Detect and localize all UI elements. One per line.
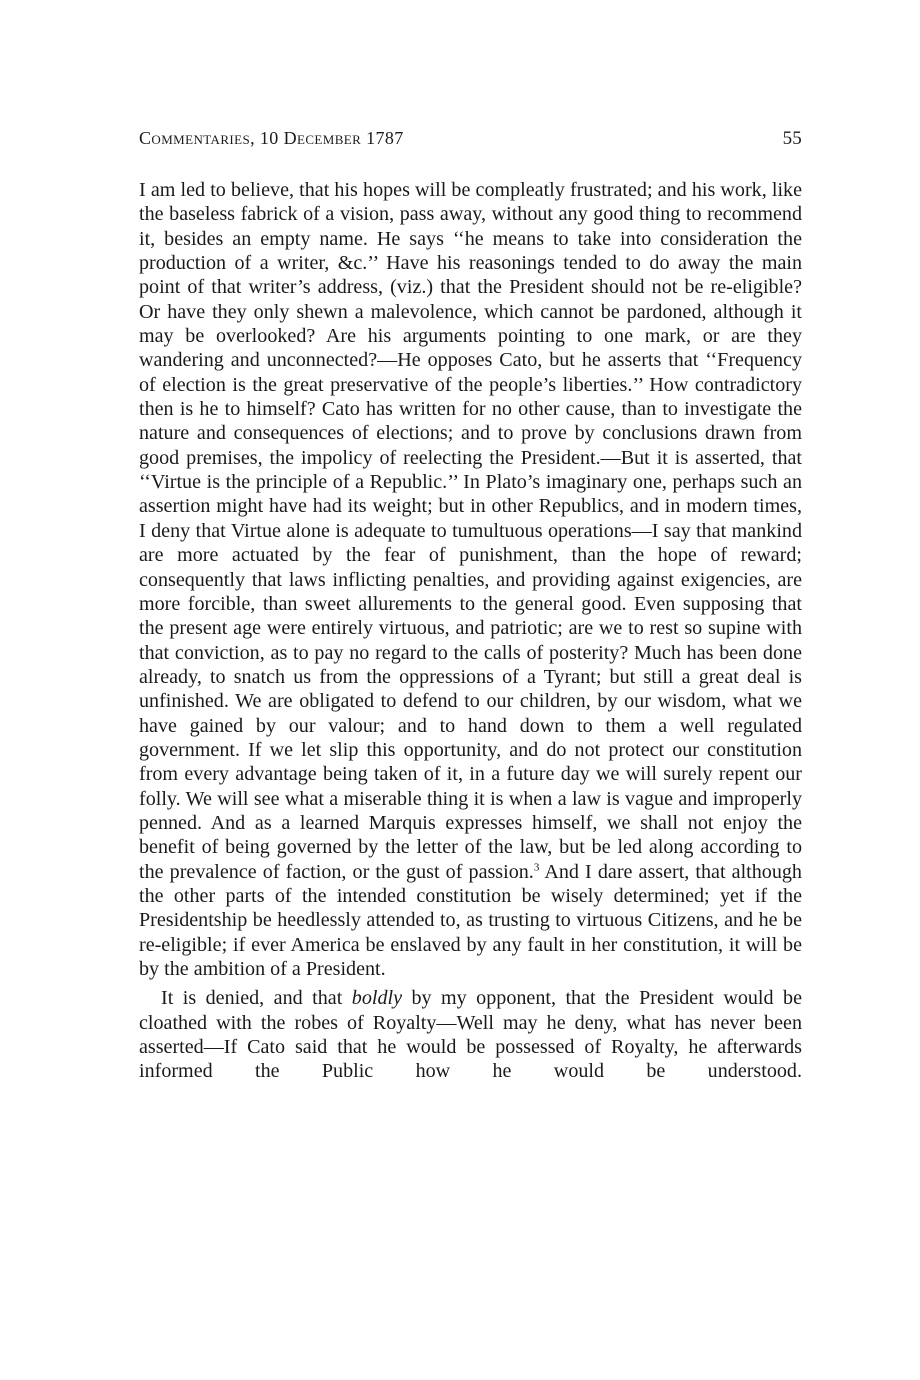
- paragraph-2-emphasis: boldly: [351, 987, 402, 1010]
- paragraph-2-text-a: It is denied, and that: [161, 987, 352, 1010]
- paragraph-2-text-b: by my opponent, that the President would be cloathed with the robes of Royalty—Well may he deny, what has never been asserted—If Cato said that he would be possessed of Royalty, he afterwards informed the Public how he would be understood.: [139, 987, 802, 1083]
- running-title: Commentaries, 10 December 1787: [139, 128, 404, 148]
- footnote-reference[interactable]: 3: [533, 860, 540, 873]
- page-number: 55: [782, 128, 802, 149]
- document-page: [139, 128, 802, 1084]
- running-header: [139, 128, 802, 158]
- paragraph-1: [139, 178, 802, 981]
- paragraph-2: [139, 986, 802, 1083]
- paragraph-1-text-b: And I dare assert, that although the other parts of the intended constitution be wisely determined; yet if the Presidentship be heedlessly attended to, as trusting to virtuous Citizens, and he be re-eligible; if ever America be enslaved by any fault in her constitution, it will be by the ambition of a President.: [139, 860, 802, 980]
- paragraph-1-text-a: I am led to believe, that his hopes will be compleatly frustrated; and his work, like the baseless fabrick of a vision, pass away, without any good thing to recommend it, besides an empty name. He says ‘‘he means to take into consideration the production of a writer, &c.’’ Have his reasonings tended to do away the main point of that writer’s address, (viz.) that the President should not be re-eligible? Or have they only shewn a malevolence, which cannot be pardoned, although it may be overlooked? Are his arguments pointing to one mark, or are they wandering and unconnected?—He opposes Cato, but he asserts that ‘‘Frequency of election is the great preservative of the people’s liberties.’’ How contradictory then is he to himself? Cato has written for no other cause, than to investigate the nature and consequences of elections; and to prove by conclusions drawn from good premises, the impolicy of reelecting the President.—But it is asserted, that ‘‘Virtue is the principle of a Republic.’’ In Plato’s imaginary one, perhaps such an assertion might have had its weight; but in other Republics, and in modern times, I deny that Virtue alone is adequate to tumultuous operations—I say that mankind are more actuated by the fear of punishment, than the hope of reward; consequently that laws inflicting penalties, and providing against exigencies, are more forcible, than sweet allurements to the general good. Even supposing that the present age were entirely virtuous, and patriotic; are we to rest so supine with that conviction, as to pay no regard to the calls of posterity? Much has been done already, to snatch us from the oppressions of a Tyrant; but still a great deal is unfinished. We are obligated to defend to our children, by our wisdom, what we have gained by our valour; and to hand down to them a well regulated government. If we let slip this opportunity, and do not protect our constitution from every advantage being taken of it, in a future day we will surely repent our folly. We will see what a miserable thing it is when a law is vague and improperly penned. And as a learned Marquis expresses himself, we shall not enjoy the benefit of being governed by the letter of the law, but be led along according to the prevalence of faction, or the gust of passion.: [139, 179, 802, 883]
- body-text: [139, 178, 802, 1084]
